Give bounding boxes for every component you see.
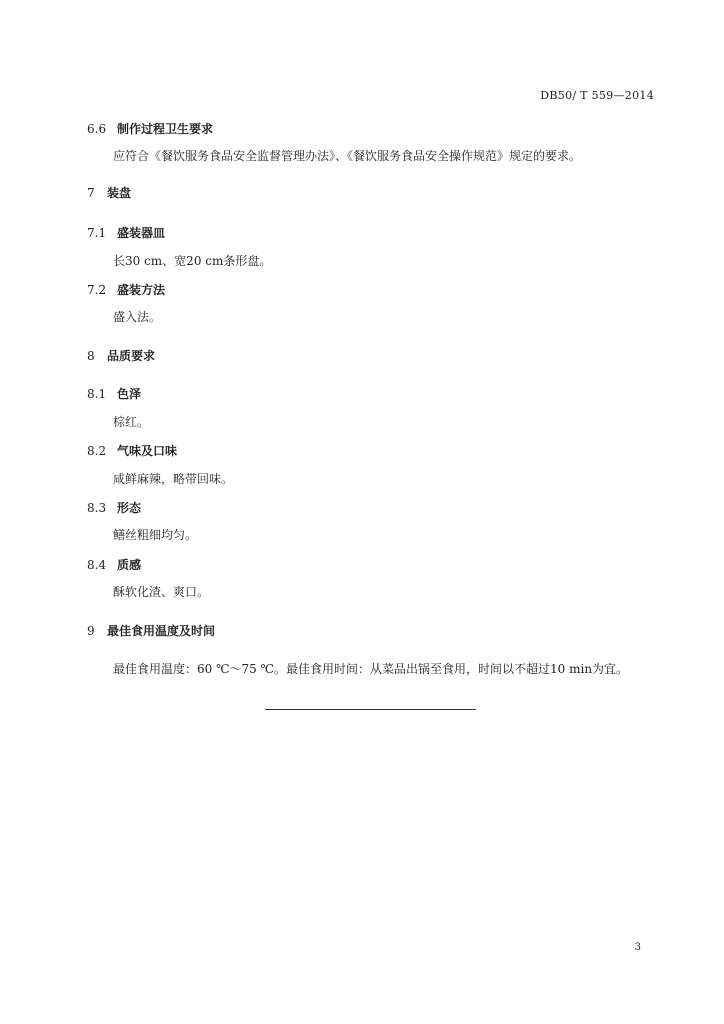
section-body-8-2: 咸鲜麻辣，略带回味。: [113, 472, 234, 486]
section-heading-8-3: [87, 499, 141, 516]
section-heading-8-1: [87, 385, 141, 402]
section-heading-8-2: [87, 442, 177, 459]
section-number: 7.1: [87, 226, 107, 240]
section-heading-7-1: [87, 224, 165, 241]
section-heading-8: [87, 347, 155, 364]
section-body-8-3: 鳝丝粗细均匀。: [113, 528, 198, 542]
section-body-7-1: 长30 cm、宽20 cm条形盘。: [113, 254, 272, 268]
standard-number: DB50/ T 559—2014: [540, 89, 654, 102]
end-of-document-line: [265, 709, 476, 710]
section-heading-9: [87, 622, 215, 639]
section-number: 8.1: [87, 387, 107, 401]
section-title: 最佳食用温度及时间: [107, 624, 216, 638]
section-title: 装盘: [107, 186, 132, 200]
section-title: 气味及口味: [117, 444, 178, 458]
section-title: 色泽: [117, 387, 142, 401]
section-number: 9: [87, 624, 95, 638]
section-number: 7.2: [87, 283, 107, 297]
section-title: 盛装器皿: [117, 226, 166, 240]
section-number: 7: [87, 186, 95, 200]
section-heading-7: [87, 184, 131, 201]
section-number: 8: [87, 349, 95, 363]
section-body-6-6: 应符合《餐饮服务食品安全监督管理办法》、《餐饮服务食品安全操作规范》规定的要求。: [113, 149, 582, 163]
section-body-9: 最佳食用温度：60 ℃～75 ℃。最佳食用时间：从菜品出锅至食用，时间以不超过10 min为宜。: [113, 662, 629, 676]
section-heading-6-6: [87, 120, 213, 137]
section-title: 质感: [117, 558, 142, 572]
section-body-8-1: 棕红。: [113, 415, 150, 429]
page-number: 3: [634, 942, 641, 953]
section-body-7-2: 盛入法。: [113, 310, 162, 324]
section-number: 8.2: [87, 444, 107, 458]
section-title: 形态: [117, 501, 142, 515]
section-heading-8-4: [87, 556, 141, 573]
section-number: 6.6: [87, 122, 107, 136]
section-title: 制作过程卫生要求: [117, 122, 214, 136]
section-number: 8.3: [87, 501, 107, 515]
section-number: 8.4: [87, 558, 107, 572]
section-body-8-4: 酥软化渣、爽口。: [113, 585, 210, 599]
section-title: 盛装方法: [117, 283, 166, 297]
section-title: 品质要求: [107, 349, 156, 363]
section-heading-7-2: [87, 281, 165, 298]
